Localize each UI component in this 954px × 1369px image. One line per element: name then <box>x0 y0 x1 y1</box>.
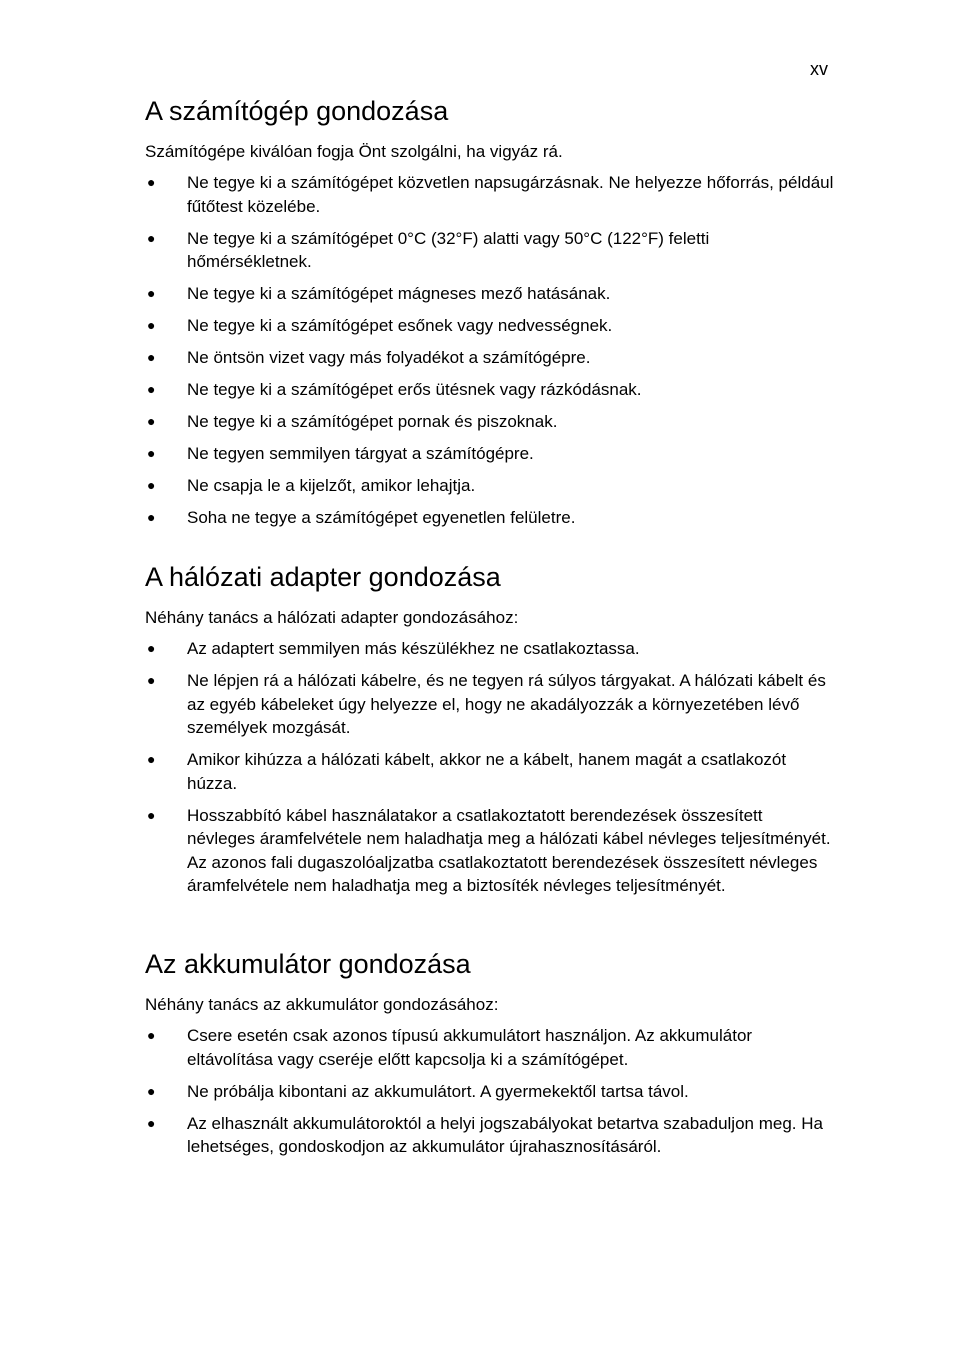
list-item <box>145 506 835 530</box>
bullet-icon: ● <box>147 229 156 246</box>
list-item <box>145 410 835 434</box>
list-item <box>145 442 835 466</box>
list-item-text: Csere esetén csak azonos típusú akkumulátort használjon. Az akkumulátor eltávolítása vagy cseréje előtt kapcsolja ki a számítógépet. <box>187 1026 753 1069</box>
list-item <box>145 637 835 661</box>
bullet-icon: ● <box>147 751 156 767</box>
list-item-text: Ne próbálja kibontani az akkumulátort. A gyermekektől tartsa távol. <box>187 1081 689 1101</box>
bullet-icon: ● <box>147 349 156 365</box>
bullet-icon: ● <box>147 1114 156 1131</box>
list-item <box>145 474 835 498</box>
list-item <box>145 804 835 898</box>
list-item-text: Ne tegye ki a számítógépet esőnek vagy nedvességnek. <box>187 316 613 335</box>
list-item-text: Ne csapja le a kijelzőt, amikor lehajtja. <box>187 476 476 495</box>
bullet-icon: ● <box>147 509 156 525</box>
list-item-text: Ne tegye ki a számítógépet 0°C (32°F) alatti vagy 50°C (122°F) feletti hőmérsékletnek. <box>187 228 710 271</box>
list-item-text: Ne öntsön vizet vagy más folyadékot a számítógépre. <box>187 348 591 367</box>
list-item <box>145 1080 835 1104</box>
section-heading: Az akkumulátor gondozása <box>145 949 471 979</box>
section-heading: A számítógép gondozása <box>145 96 449 126</box>
list-item-text: Soha ne tegye a számítógépet egyenetlen felületre. <box>187 508 576 527</box>
bullet-icon: ● <box>147 477 156 493</box>
bullet-icon: ● <box>147 174 156 190</box>
list-item <box>145 748 835 795</box>
bullet-icon: ● <box>147 1082 156 1099</box>
list-item-text: Ne tegye ki a számítógépet közvetlen napsugárzásnak. Ne helyezze hőforrás, például fűtőtest közelébe. <box>187 173 834 216</box>
list-item-text: Ne tegyen semmilyen tárgyat a számítógépre. <box>187 444 534 463</box>
list-item <box>145 1024 835 1071</box>
list-item-text: Az elhasznált akkumulátoroktól a helyi jogszabályokat betartva szabaduljon meg. Ha lehetséges, gondoskodjon az akkumulátor újrahasznosításáról. <box>187 1113 823 1156</box>
section-intro: Néhány tanács az akkumulátor gondozásához: <box>145 995 499 1014</box>
list-item <box>145 669 835 740</box>
list-item <box>145 346 835 370</box>
bullet-icon: ● <box>147 381 156 397</box>
bullet-icon: ● <box>147 806 156 823</box>
list-item <box>145 171 835 218</box>
list-item <box>145 378 835 402</box>
list-item-text: Amikor kihúzza a hálózati kábelt, akkor ne a kábelt, hanem magát a csatlakozót húzza. <box>187 750 787 793</box>
section-intro: Néhány tanács a hálózati adapter gondozásához: <box>145 608 519 627</box>
section-adapter-care <box>145 560 835 906</box>
list-item <box>145 314 835 338</box>
bullet-list <box>145 1024 835 1159</box>
bullet-icon: ● <box>147 285 156 301</box>
section-heading: A hálózati adapter gondozása <box>145 562 501 592</box>
bullet-list <box>145 171 835 530</box>
list-item-text: Ne tegye ki a számítógépet pornak és piszoknak. <box>187 412 558 431</box>
list-item-text: Ne tegye ki a számítógépet erős ütésnek vagy rázkódásnak. <box>187 380 642 399</box>
section-intro: Számítógépe kiválóan fogja Önt szolgálni, ha vigyáz rá. <box>145 142 563 161</box>
bullet-icon: ● <box>147 413 156 429</box>
list-item <box>145 282 835 306</box>
bullet-icon: ● <box>147 640 156 656</box>
list-item-text: Az adaptert semmilyen más készülékhez ne csatlakoztassa. <box>187 639 640 658</box>
list-item <box>145 227 835 274</box>
list-item-text: Ne tegye ki a számítógépet mágneses mező hatásának. <box>187 284 611 303</box>
list-item-text: Hosszabbító kábel használatakor a csatlakoztatott berendezések összesített névleges áramfelvétele nem haladhatja meg a hálózati kábel névleges teljesítményét. Az azonos fali dugaszolóaljzatba csatlakoztatott berendezések összesített névleges áramfelvétele nem haladhatja meg a biztosíték névleges teljesítményét. <box>187 805 831 895</box>
section-computer-care <box>145 94 835 538</box>
bullet-icon: ● <box>147 317 156 333</box>
list-item <box>145 1112 835 1159</box>
bullet-icon: ● <box>147 1027 156 1043</box>
bullet-list <box>145 637 835 898</box>
bullet-icon: ● <box>147 445 156 461</box>
section-battery-care <box>145 947 835 1167</box>
list-item-text: Ne lépjen rá a hálózati kábelre, és ne tegyen rá súlyos tárgyakat. A hálózati kábelt és az egyéb kábeleket úgy helyezze el, hogy ne akadályozzák a környezetében lévő személyek mozgását. <box>187 671 826 737</box>
bullet-icon: ● <box>147 672 156 688</box>
page-number: xv <box>810 59 828 79</box>
